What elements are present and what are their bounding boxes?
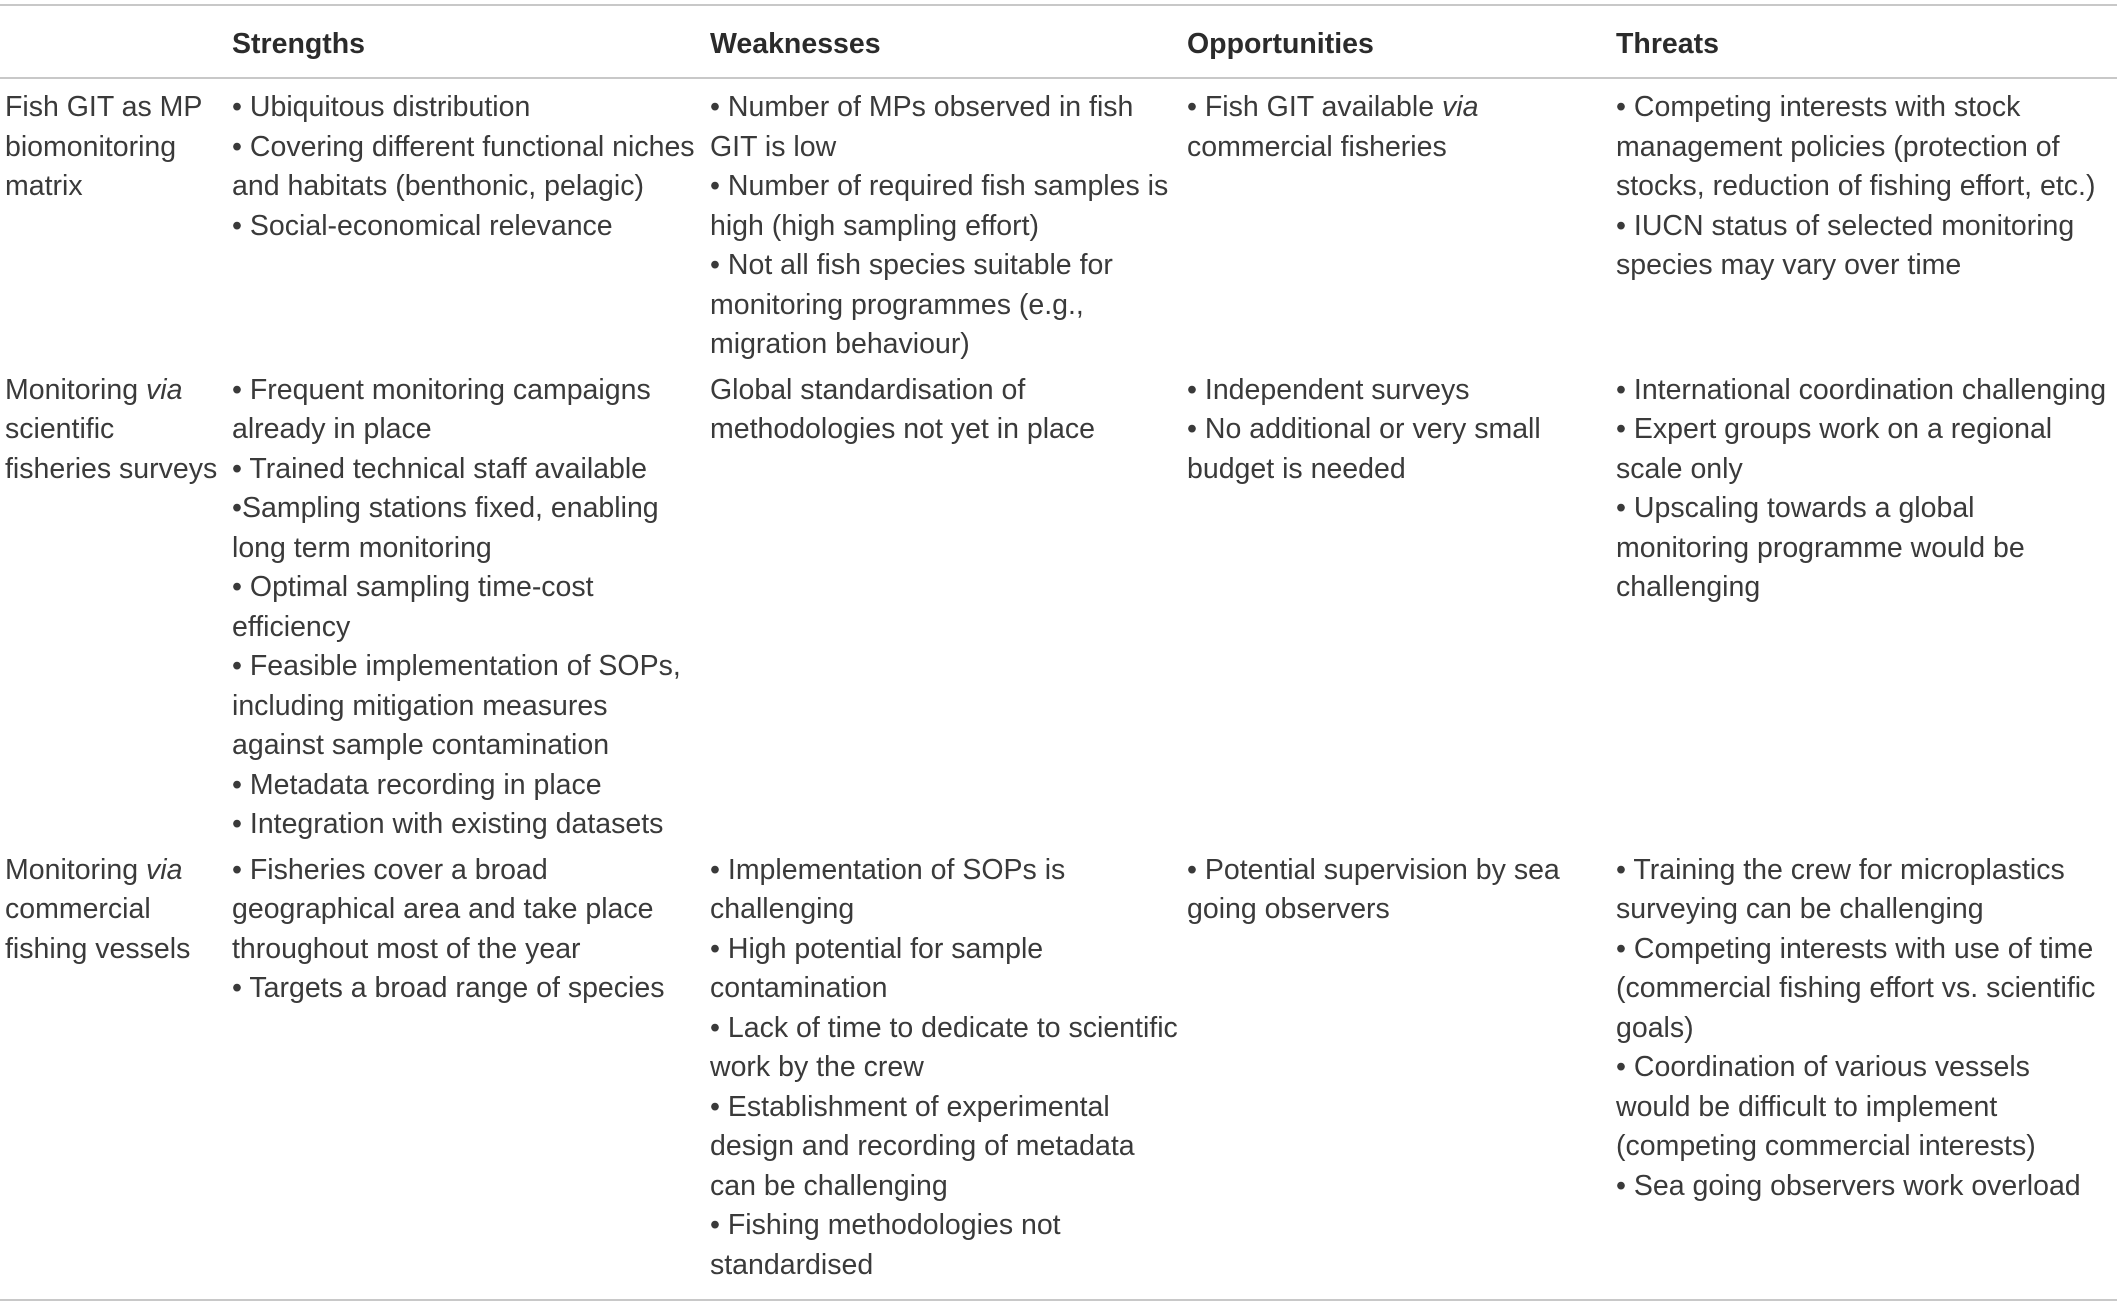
- list-item: • Feasible implementation of SOPs, including mitigation measures against sample contamination: [232, 650, 681, 761]
- list-item: • Coordination of various vessels would be difficult to implement (competing commercial interests): [1616, 1051, 2036, 1162]
- header-row-label: [0, 5, 232, 78]
- list-item: • Fish GIT available via commercial fisheries: [1187, 91, 1479, 163]
- list-item: • Fisheries cover a broad geographical area and take place throughout most of the year: [232, 853, 654, 965]
- opportunities-cell: [1187, 851, 1616, 1301]
- opportunities-cell: [1187, 371, 1616, 851]
- list-item: • International coordination challenging: [1616, 373, 2107, 406]
- list-item: • Establishment of experimental design and recording of metadata can be challenging: [710, 1090, 1135, 1202]
- strengths-cell: [232, 851, 710, 1301]
- header-weaknesses: Weaknesses: [710, 5, 1187, 78]
- list-item: • Independent surveys: [1187, 373, 1470, 406]
- threats-cell: [1616, 371, 2117, 851]
- list-item: • Sea going observers work overload: [1616, 1169, 2081, 1202]
- swot-table: [0, 4, 2117, 1301]
- header-threats: Threats: [1616, 5, 2117, 78]
- list-item: Global standardisation of methodologies not yet in place: [710, 373, 1096, 445]
- list-item: • Competing interests with use of time (commercial fishing effort vs. scientific goals): [1616, 932, 2096, 1044]
- row-label: Monitoring via commercial fishing vessels: [0, 851, 232, 1301]
- row-label: Monitoring via scientific fisheries surveys: [5, 373, 218, 485]
- list-item: • Number of required fish samples is high (high sampling effort): [710, 170, 1169, 242]
- table-row: [0, 371, 2117, 851]
- list-item: • Potential supervision by sea going observers: [1187, 853, 1560, 925]
- list-item: • Optimal sampling time-cost efficiency: [232, 571, 594, 643]
- header-row: [0, 5, 2117, 78]
- strengths-cell: [232, 371, 710, 851]
- list-item: • Social-economical relevance: [232, 209, 613, 242]
- list-item: • Implementation of SOPs is challenging: [710, 853, 1066, 925]
- threats-cell: [1616, 78, 2117, 371]
- list-item: • Expert groups work on a regional scale only: [1616, 413, 2053, 485]
- weaknesses-cell: [710, 851, 1187, 1301]
- table-row: [0, 851, 2117, 1301]
- threats-cell: [1616, 851, 2117, 1301]
- table-row: [0, 78, 2117, 371]
- strengths-cell: [232, 78, 710, 371]
- list-item: • Fishing methodologies not standardised: [710, 1209, 1061, 1281]
- header-opportunities: Opportunities: [1187, 5, 1616, 78]
- opportunities-cell: [1187, 78, 1616, 371]
- list-item: • Integration with existing datasets: [232, 808, 664, 840]
- list-item: • Trained technical staff available: [232, 452, 648, 485]
- list-item: • Targets a broad range of species: [232, 972, 665, 1004]
- header-strengths: Strengths: [232, 5, 710, 78]
- list-item: • Number of MPs observed in fish GIT is low: [710, 91, 1134, 163]
- list-item: • No additional or very small budget is needed: [1187, 413, 1541, 485]
- list-item: • Ubiquitous distribution: [232, 91, 531, 123]
- list-item: • Upscaling towards a global monitoring programme would be challenging: [1616, 492, 2025, 603]
- list-item: • Training the crew for microplastics surveying can be challenging: [1616, 853, 2065, 925]
- row-label: Fish GIT as MP biomonitoring matrix: [5, 91, 202, 202]
- list-item: • Frequent monitoring campaigns already in place: [232, 373, 651, 445]
- list-item: • Covering different functional niches and habitats (benthonic, pelagic): [232, 130, 695, 202]
- list-item: • Not all fish species suitable for monitoring programmes (e.g., migration behaviour): [710, 249, 1113, 360]
- list-item: • High potential for sample contamination: [710, 932, 1044, 1004]
- weaknesses-cell: [710, 78, 1187, 371]
- list-item: •Sampling stations fixed, enabling long term monitoring: [232, 492, 659, 564]
- list-item: • Metadata recording in place: [232, 768, 602, 801]
- weaknesses-cell: [710, 371, 1187, 851]
- list-item: • Lack of time to dedicate to scientific work by the crew: [710, 1011, 1178, 1083]
- list-item: • IUCN status of selected monitoring species may vary over time: [1616, 209, 2075, 281]
- list-item: • Competing interests with stock management policies (protection of stocks, reduction of fishing effort, etc.): [1616, 91, 2096, 202]
